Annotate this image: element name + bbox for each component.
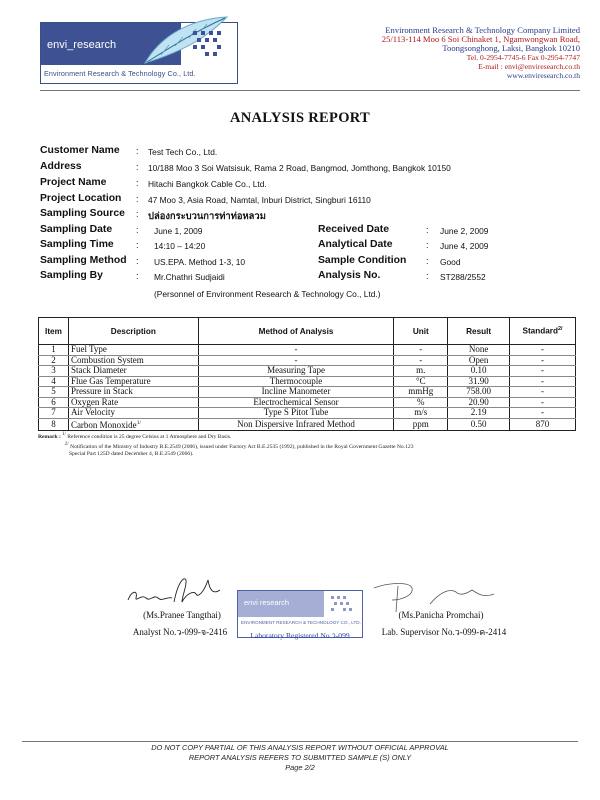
logo-text: envi_research (47, 39, 117, 51)
stamp-dots-icon (330, 595, 356, 617)
cell-unit (394, 355, 448, 366)
sampling-by-value: Mr.Chathri Sudjaidi (154, 272, 225, 282)
cell-unit (394, 345, 448, 356)
cell-description-text: Flue Gas Temperature (70, 375, 151, 386)
company-web: www.enviresearch.co.th (506, 71, 580, 80)
cell-item (39, 387, 69, 398)
cell-item (39, 345, 69, 356)
cell-method (198, 418, 394, 430)
cell-unit (394, 397, 448, 408)
cell-result (448, 345, 510, 356)
cell-result (448, 355, 510, 366)
remark-note2: Notification of the Ministry of Industry B.E.2549 (2006), issued under Factory Act B.E.2535 (1992), published in the Royal Government Gazette No.123 (70, 443, 414, 450)
company-email: E-mail : envi@enviresearch.co.th (478, 62, 580, 71)
cell-method-text: Type S Pitot Tube (263, 407, 329, 418)
footer-line-1: DO NOT COPY PARTIAL OF THIS ANALYSIS REPORT WITHOUT OFFICIAL APPROVAL (151, 743, 449, 752)
colon: : (136, 240, 139, 250)
cell-item-text: 5 (51, 386, 56, 397)
cell-item (39, 366, 69, 377)
cell-item (39, 408, 69, 419)
cell-standard (510, 355, 576, 366)
cell-unit-text: - (419, 354, 423, 365)
location-value: 47 Moo 3, Asia Road, Namtal, Inburi District, Singburi 16110 (148, 195, 371, 205)
analysis-no-label: Analysis No. (318, 270, 381, 281)
colon: : (136, 271, 139, 281)
colon: : (426, 240, 429, 250)
company-address-2: Toongsonghong, Laksi, Bangkok 10210 (442, 43, 580, 53)
description-sup: 1/ (136, 419, 141, 426)
cell-method (198, 366, 394, 377)
cell-standard-text: - (541, 354, 545, 365)
cell-description (68, 387, 198, 398)
cell-method (198, 408, 394, 419)
address-value: 10/188 Moo 3 Soi Watsisuk, Rama 2 Road, Bangmod, Jomthong, Bangkok 10150 (148, 163, 451, 173)
analytical-date-value: June 4, 2009 (440, 241, 489, 251)
cell-description-text: Carbon Monoxide (70, 419, 137, 430)
lab-stamp (237, 590, 363, 638)
cell-standard-text: - (541, 386, 545, 397)
received-date-value: June 2, 2009 (440, 226, 489, 236)
personnel-note: (Personnel of Environment Research & Technology Co., Ltd.) (154, 289, 381, 299)
results-table (38, 317, 576, 431)
cell-unit-text: °C (415, 375, 426, 386)
cell-result-text: 758.00 (466, 386, 492, 397)
cell-method-text: Non Dispersive Infrared Method (237, 418, 355, 429)
cell-item-text: 8 (51, 418, 56, 429)
cell-result (448, 418, 510, 430)
cell-unit-text: m. (416, 365, 426, 376)
colon: : (426, 225, 429, 235)
address-label: Address (40, 161, 82, 172)
analysis-no-value: ST288/2552 (440, 272, 486, 282)
colon: : (426, 256, 429, 266)
table-row (39, 345, 576, 356)
cell-method-text: - (294, 344, 298, 355)
sampling-method-label: Sampling Method (40, 255, 127, 266)
supervisor-signature (370, 578, 500, 614)
cell-description (68, 418, 198, 430)
cell-item-text: 6 (51, 396, 56, 407)
cell-item (39, 418, 69, 430)
location-label: Project Location (40, 193, 122, 204)
cell-item (39, 397, 69, 408)
supervisor-name: (Ms.Panicha Promchai) (398, 610, 484, 620)
cell-item-text: 4 (51, 375, 56, 386)
cell-unit-text: mmHg (408, 386, 434, 397)
cell-result-text: 0.10 (470, 365, 487, 376)
cell-item-text: 1 (51, 344, 56, 355)
header-divider (40, 90, 580, 91)
cell-description-text: Oxygen Rate (70, 396, 119, 407)
cell-result (448, 408, 510, 419)
cell-description (68, 408, 198, 419)
sampling-time-value: 14:10 – 14:20 (154, 241, 206, 251)
colon: : (136, 256, 139, 266)
sampling-method-value: US.EPA. Method 1-3, 10 (154, 257, 246, 267)
remark-note1-sup: 1/ (62, 432, 66, 437)
colon: : (136, 209, 139, 219)
col-standard (510, 318, 576, 345)
company-tel: Tel. 0-2954-7745-6 Fax 0-2954-7747 (466, 53, 580, 62)
cell-method-text: Incline Manometer (261, 386, 331, 397)
cell-description-text: Combustion System (70, 354, 144, 365)
cell-item-text: 7 (51, 407, 56, 418)
cell-description-text: Air Velocity (70, 407, 116, 418)
table-row (39, 376, 576, 387)
cell-unit-text: - (419, 344, 423, 355)
cell-description (68, 355, 198, 366)
cell-unit-text: % (417, 396, 425, 407)
cell-result (448, 366, 510, 377)
logo-company-name: Environment Research & Technology Co., Ltd. (44, 69, 196, 78)
cell-result (448, 397, 510, 408)
cell-description (68, 376, 198, 387)
cell-result-text: None (468, 344, 489, 355)
company-name: Environment Research & Technology Company Limited (385, 25, 580, 35)
cell-result-text: 20.90 (468, 396, 489, 407)
cell-method (198, 397, 394, 408)
stamp-text: envi research (244, 598, 290, 607)
col-method: Method of Analysis (198, 318, 394, 345)
company-logo (40, 22, 238, 84)
analyst-name: (Ms.Pranee Tangthai) (143, 610, 221, 620)
colon: : (136, 146, 139, 156)
cell-standard-text: - (541, 375, 545, 386)
cell-result-text: Open (468, 354, 489, 365)
cell-method-text: - (294, 354, 298, 365)
source-label: Sampling Source (40, 208, 125, 219)
customer-label: Customer Name (40, 145, 120, 156)
supervisor-title: Lab. Supervisor No.ว-099-ค-2414 (381, 627, 507, 637)
dot-pattern-icon (191, 29, 231, 59)
stamp-company: ENVIRONMENT RESEARCH & TECHNOLOGY CO., LTD. (241, 620, 361, 625)
cell-unit-text: m/s (414, 407, 428, 418)
remark-label: Remark : (38, 433, 61, 440)
cell-method (198, 355, 394, 366)
cell-description (68, 345, 198, 356)
cell-standard (510, 408, 576, 419)
colon: : (426, 271, 429, 281)
cell-unit (394, 376, 448, 387)
footer-divider (22, 741, 578, 742)
colon: : (136, 194, 139, 204)
customer-value: Test Tech Co., Ltd. (148, 147, 218, 157)
company-contact-block (382, 26, 580, 80)
analyst-signature (124, 572, 224, 612)
cell-standard-text: - (541, 365, 545, 376)
sampling-time-label: Sampling Time (40, 239, 114, 250)
cell-result-text: 2.19 (470, 407, 487, 418)
cell-method-text: Measuring Tape (267, 365, 325, 376)
sample-condition-label: Sample Condition (318, 255, 407, 266)
cell-description (68, 366, 198, 377)
cell-description-text: Stack Diameter (70, 365, 127, 376)
cell-description-text: Fuel Type (70, 344, 107, 355)
cell-item (39, 355, 69, 366)
cell-standard-text: 870 (535, 418, 550, 429)
table-header-row (39, 318, 576, 345)
table-row (39, 397, 576, 408)
cell-unit (394, 408, 448, 419)
cell-item-text: 3 (51, 365, 56, 376)
cell-method-text: Electrochemical Sensor (253, 396, 339, 407)
footer-line-2: REPORT ANALYSIS REFERS TO SUBMITTED SAMPLE (S) ONLY (188, 753, 412, 762)
colon: : (136, 178, 139, 188)
cell-standard-text: - (541, 344, 545, 355)
cell-method (198, 376, 394, 387)
cell-standard-text: - (541, 396, 545, 407)
colon: : (136, 225, 139, 235)
col-standard-label: Standard (522, 326, 558, 336)
cell-method-text: Thermocouple (269, 375, 323, 386)
table-row (39, 408, 576, 419)
analytical-date-label: Analytical Date (318, 239, 393, 250)
colon: : (136, 162, 139, 172)
cell-result (448, 376, 510, 387)
cell-item-text: 2 (51, 354, 56, 365)
cell-standard (510, 366, 576, 377)
remark-note2-sup: 2/ (65, 441, 69, 447)
stamp-registration: Laboratory Registered No.ว-099 (250, 631, 350, 640)
project-value: Hitachi Bangkok Cable Co., Ltd. (148, 179, 267, 189)
cell-result (448, 387, 510, 398)
project-label: Project Name (40, 177, 107, 188)
col-standard-sup: 2/ (557, 326, 563, 333)
col-unit: Unit (394, 318, 448, 345)
cell-item (39, 376, 69, 387)
cell-standard (510, 418, 576, 430)
table-row (39, 355, 576, 366)
received-date-label: Received Date (318, 224, 390, 235)
cell-method (198, 387, 394, 398)
cell-unit-text: ppm (412, 418, 429, 429)
analyst-title: Analyst No.ว-099-จ-2416 (132, 627, 228, 637)
report-title: ANALYSIS REPORT (229, 110, 371, 126)
sample-condition-value: Good (440, 257, 461, 267)
cell-description-text: Pressure in Stack (70, 386, 133, 397)
cell-standard (510, 397, 576, 408)
cell-method (198, 345, 394, 356)
table-row (39, 418, 576, 430)
cell-description (68, 397, 198, 408)
remark-note1: Reference condition is 25 degree Celsius at 1 Atmosphere and Dry Basis. (67, 433, 232, 440)
cell-standard (510, 376, 576, 387)
cell-unit (394, 387, 448, 398)
sampling-date-value: June 1, 2009 (154, 226, 203, 236)
page-number: Page 2/2 (285, 763, 315, 772)
sampling-date-label: Sampling Date (40, 224, 113, 235)
cell-standard (510, 345, 576, 356)
cell-standard-text: - (541, 407, 545, 418)
cell-result-text: 0.50 (470, 418, 487, 429)
remark-block (38, 431, 583, 458)
remark-note2b: Special Part 125D dated December 4, B.E.2549 (2006). (69, 450, 194, 457)
cell-result-text: 31.90 (468, 375, 489, 386)
col-result: Result (448, 318, 510, 345)
sampling-by-label: Sampling By (40, 270, 103, 281)
col-item: Item (39, 318, 69, 345)
table-row (39, 366, 576, 377)
company-address-1: 25/113-114 Moo 6 Soi Chinaket 1, Ngamwongwan Road, (381, 34, 580, 44)
cell-unit (394, 418, 448, 430)
source-value: ปล่องกระบวนการท่าท่อหลวม (148, 210, 266, 221)
cell-standard (510, 387, 576, 398)
table-row (39, 387, 576, 398)
col-description: Description (68, 318, 198, 345)
cell-unit (394, 366, 448, 377)
